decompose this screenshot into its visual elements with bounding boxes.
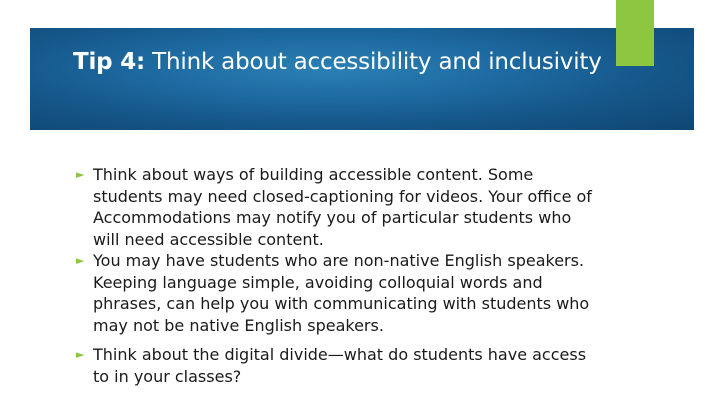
bullet-text: Think about the digital divide—what do students have access to in your classes? (93, 345, 587, 386)
bullet-item-accessible-content (76, 164, 596, 250)
bullet-arrow-icon: ► (76, 168, 85, 181)
bullet-text: Think about ways of building accessible content. Some students may need closed-captioning for videos. Your office of Accommodations may notify you of particular students who will need accessible content. (93, 165, 592, 249)
bullet-arrow-icon: ► (76, 348, 85, 361)
bullet-text: You may have students who are non-native English speakers. Keeping language simple, avoiding colloquial words and phrases, can help you with communicating with students who may not be native English speakers. (93, 251, 590, 335)
bullet-item-non-native-speakers (76, 250, 596, 336)
title-band (30, 28, 694, 130)
bullet-arrow-icon: ► (76, 254, 85, 267)
accent-bar (616, 0, 654, 66)
bullet-item-digital-divide (76, 344, 596, 387)
bullet-list (76, 164, 596, 387)
slide-title-tip: Tip 4: (73, 49, 146, 75)
slide-title-text: Think about accessibility and inclusivity (145, 49, 602, 75)
slide-title (73, 47, 613, 77)
